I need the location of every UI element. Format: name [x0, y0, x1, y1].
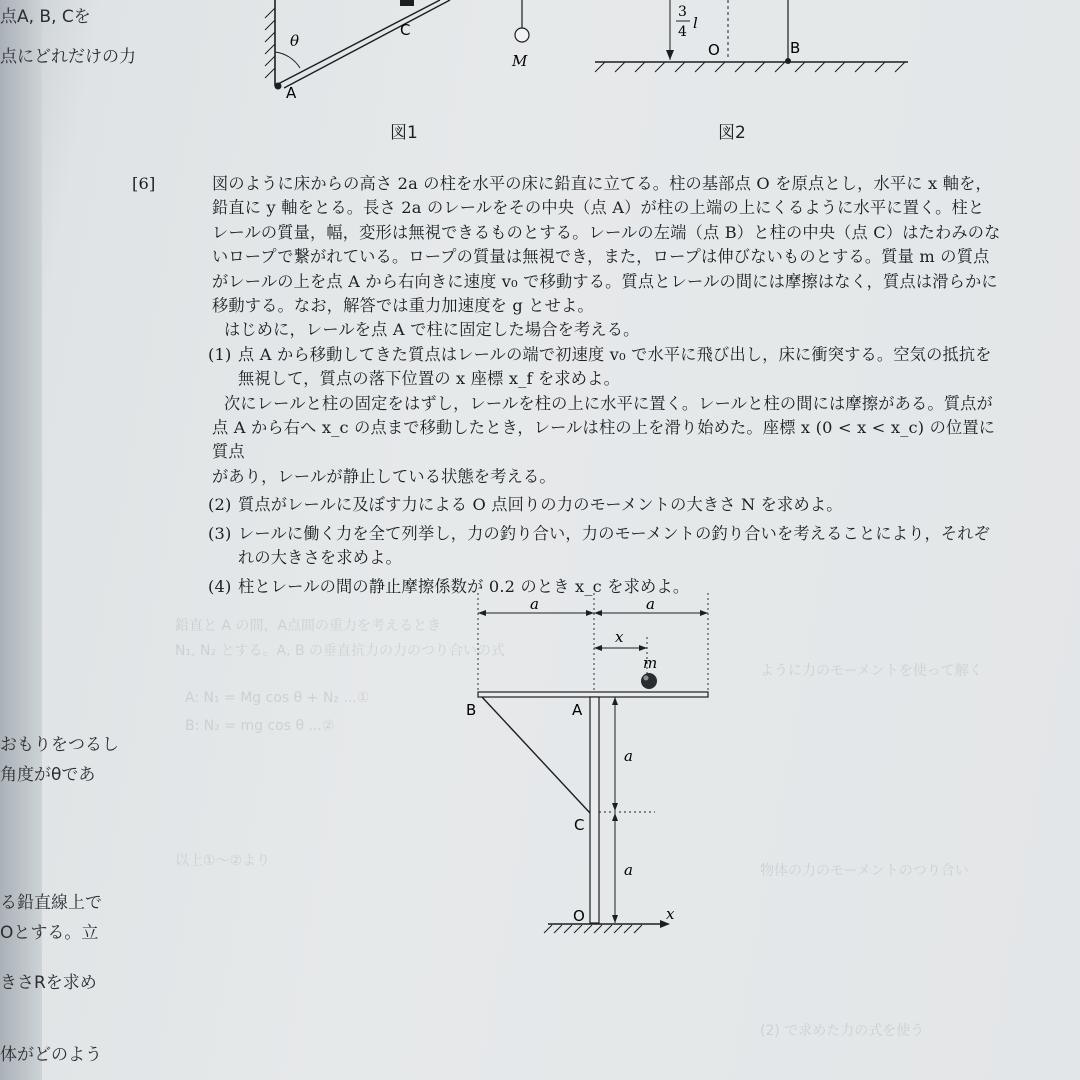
case2-line-1: 次にレールと柱の固定をはずし，レールを柱の上に水平に置く。レールと柱の間には摩擦がある。質点が [224, 393, 993, 413]
figure2-caption: 図2 [718, 123, 746, 143]
fig2-b-label: B [790, 39, 801, 57]
margin-text-3: おもりをつるし [0, 735, 119, 755]
question-2 [172, 493, 1007, 517]
margin-text-7: きさRを求め [0, 973, 97, 993]
dim-x: x [615, 628, 624, 646]
bleed-through-text: (2) で求めた力の式を使う [760, 1023, 925, 1039]
point-a-label: A [572, 701, 583, 719]
q2-line-1: 質点がレールに及ぼす力による O 点回りの力のモーメントの大きさ N を求めよ。 [238, 495, 843, 515]
bleed-through-text: A: N₁ = Mg cos θ + N₂ ...① [185, 690, 370, 706]
question-1 [172, 343, 1007, 367]
intro-line-4: いロープで繋がれている。ロープの質量は無視でき，また，ロープは伸びないものとする。質量 m の質点 [212, 247, 990, 267]
frac-denominator: 4 [678, 24, 687, 40]
frac-l: l [693, 14, 698, 32]
q3-line-1: レールに働く力を全て列挙し，力の釣り合い，力のモーメントの釣り合いを考えることにより，それぞ [238, 523, 991, 543]
q3-number: (3) [208, 523, 232, 543]
fig1-m-label: M [512, 52, 528, 70]
q3-line-2: れの大きさを求めよ。 [238, 548, 402, 568]
dim-a-left: a [530, 595, 539, 613]
fig2-o-label: O [708, 41, 720, 59]
fig1-c-label: C [400, 21, 411, 39]
dim-a-right: a [646, 595, 655, 613]
bleed-through-text: 鉛直と A の間，A点間の重力を考えるとき [175, 618, 442, 634]
theta-label: θ [290, 32, 300, 50]
case2-line-3: があり，レールが静止している状態を考える。 [212, 466, 556, 486]
case2-line-2: 点 A から右へ x_c の点まで移動したとき，レールは柱の上を滑り始めた。座標 x (0 < x < x_c) の位置に質点 [212, 418, 996, 462]
q4-line-1: 柱とレールの間の静止摩擦係数が 0.2 のとき x_c を求めよ。 [238, 576, 690, 596]
x-axis-label: x [666, 905, 675, 923]
question-3 [172, 522, 1007, 546]
problem-intro [132, 172, 1007, 196]
intro-line-5: がレールの上を点 A から右向きに速度 v₀ で移動する。質点とレールの間には摩擦はなく，質点は滑らかに [212, 271, 998, 291]
dim-a-lower: a [624, 861, 633, 879]
q4-number: (4) [208, 576, 232, 596]
top-figures [240, 0, 920, 150]
left-page-edge [0, 0, 136, 1080]
point-b-label: B [466, 701, 477, 719]
dim-a-upper: a [624, 747, 633, 765]
bleed-through-text: ように力のモーメントを使って解く [760, 663, 983, 679]
q2-number: (2) [208, 495, 232, 515]
margin-text-2: 点にどれだけの力 [0, 47, 136, 67]
intro-line-2: 鉛直に y 軸をとる。長さ 2a のレールをその中央（点 A）が柱の上端の上にくるように水平に置く。柱と [212, 198, 985, 218]
problem-6 [132, 172, 1007, 599]
margin-text-1: 点A, B, Cを [0, 7, 91, 27]
intro-line-6: 移動する。なお，解答では重力加速度を g とせよ。 [212, 296, 594, 316]
q1-line-1: 点 A から移動してきた質点はレールの端で初速度 v₀ で水平に飛び出し，床に衝突する。空気の抵抗を [238, 344, 992, 364]
mass-m-label: m [643, 654, 658, 672]
case1-intro: はじめに，レールを点 A で柱に固定した場合を考える。 [224, 320, 640, 340]
margin-text-5: る鉛直線上で [0, 893, 102, 913]
bleed-through-text: N₁, N₂ とする。A, B の垂直抗力の力のつり合いの式 [175, 643, 506, 659]
frac-numerator: 3 [678, 4, 687, 20]
bleed-through-text: 以上①〜②より [175, 853, 271, 869]
rail-pillar-svg [440, 585, 740, 945]
problem-6-diagram [440, 585, 740, 945]
margin-text-8: 体がどのよう [0, 1045, 102, 1065]
intro-line-1: 図のように床からの高さ 2a の柱を水平の床に鉛直に立てる。柱の基部点 O を原点とし，水平に x 軸を， [212, 174, 992, 193]
figures-1-2-svg [240, 0, 920, 150]
margin-text-6: Oとする。立 [0, 923, 99, 943]
bleed-through-text: B: N₂ = mg cos θ ...② [185, 718, 335, 734]
origin-o-label: O [573, 907, 585, 925]
q1-number: (1) [208, 344, 232, 364]
bleed-through-text: 物体の力のモーメントのつり合い [760, 863, 969, 879]
point-c-label: C [574, 816, 585, 834]
fig1-a-label: A [286, 84, 297, 102]
q1-line-2: 無視して，質点の落下位置の x 座標 x_f を求めよ。 [238, 369, 620, 389]
intro-line-3: レールの質量，幅，変形は無視できるものとする。レールの左端（点 B）と柱の中央（点 C）はたわみのな [212, 222, 1001, 242]
figure1-caption: 図1 [390, 123, 418, 143]
margin-text-4: 角度がθであ [0, 765, 96, 785]
problem-number: [6] [132, 174, 156, 193]
